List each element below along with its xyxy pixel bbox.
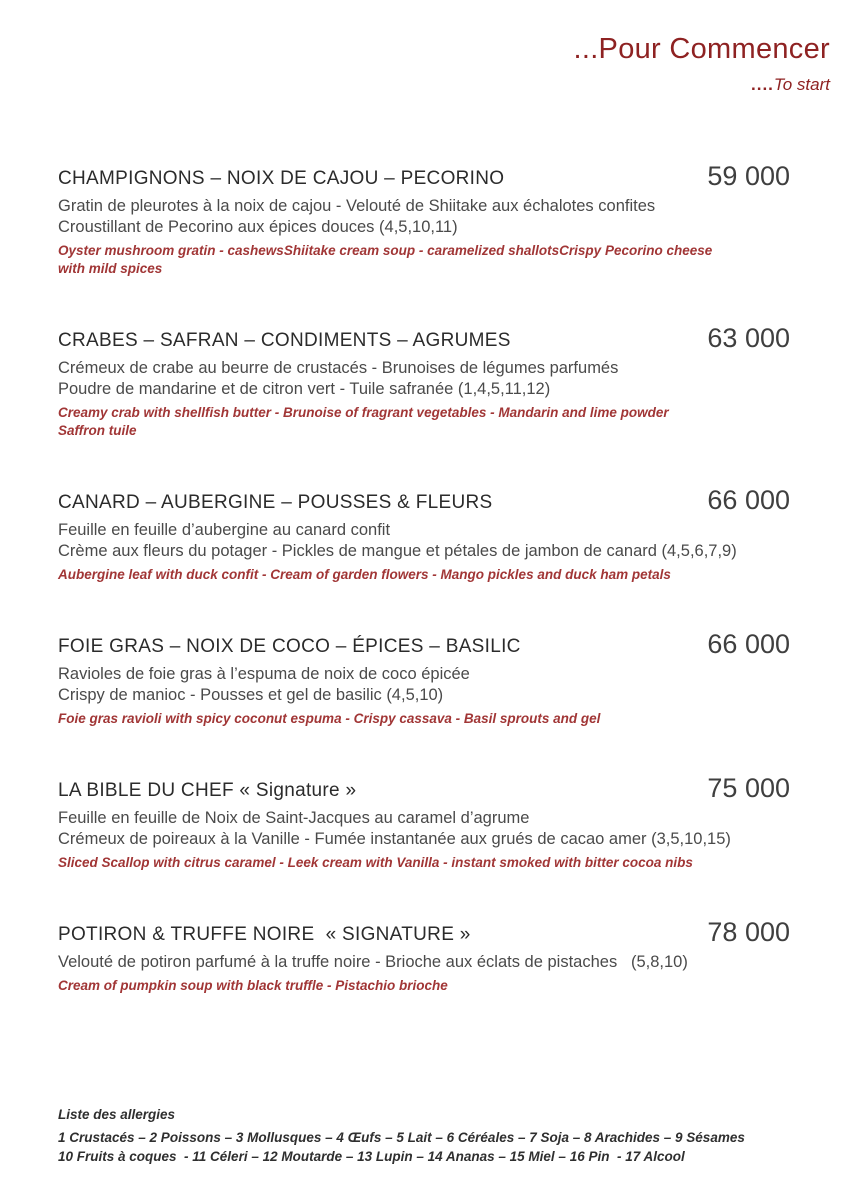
dish-description-fr <box>58 808 790 850</box>
allergy-list <box>0 1107 849 1166</box>
fr-line: Crémeux de crabe au beurre de crustacés - Brunoises de légumes parfumés <box>58 359 619 377</box>
en-line: Foie gras ravioli with spicy coconut espuma - Crispy cassava - Basil sprouts and gel <box>58 711 601 726</box>
item-row <box>58 485 790 517</box>
dish-price: 66 000 <box>707 485 790 515</box>
dish-description-en <box>58 977 790 995</box>
en-line: Sliced Scallop with citrus caramel - Leek cream with Vanilla - instant smoked with bitter cocoa nibs <box>58 855 693 870</box>
dish-description-en <box>58 854 790 872</box>
dish-description-en <box>58 404 790 440</box>
dish-name: LA BIBLE DU CHEF « Signature » <box>58 780 357 801</box>
en-line: Saffron tuile <box>58 423 137 438</box>
menu-item-bible-du-chef <box>58 773 790 872</box>
fr-line: Poudre de mandarine et de citron vert - Tuile safranée (1,4,5,11,12) <box>58 380 551 398</box>
fr-line: Feuille en feuille de Noix de Saint-Jacques au caramel d’agrume <box>58 809 530 827</box>
dish-price: 78 000 <box>707 917 790 947</box>
fr-line: Ravioles de foie gras à l’espuma de noix de coco épicée <box>58 665 470 683</box>
item-row <box>58 323 790 355</box>
dish-description-fr <box>58 664 790 706</box>
dish-name: FOIE GRAS – NOIX DE COCO – ÉPICES – BASILIC <box>58 636 521 657</box>
dish-price: 66 000 <box>707 629 790 659</box>
dish-description-fr <box>58 196 790 238</box>
item-row <box>58 917 790 949</box>
en-line: Creamy crab with shellfish butter - Brunoise of fragrant vegetables - Mandarin and lime powder <box>58 405 669 420</box>
dish-description-fr <box>58 358 790 400</box>
fr-line: Crispy de manioc - Pousses et gel de basilic (4,5,10) <box>58 686 444 704</box>
menu-item-crabes <box>58 323 790 440</box>
item-row <box>58 773 790 805</box>
dish-description-fr <box>58 520 790 562</box>
dish-name: CRABES – SAFRAN – CONDIMENTS – AGRUMES <box>58 330 511 351</box>
fr-line: Crémeux de poireaux à la Vanille - Fumée instantanée aux grués de cacao amer (3,5,10,15) <box>58 830 731 848</box>
fr-line: Velouté de potiron parfumé à la truffe noire - Brioche aux éclats de pistaches (5,8,10) <box>58 953 688 971</box>
fr-line: Crème aux fleurs du potager - Pickles de mangue et pétales de jambon de canard (4,5,6,7,9) <box>58 542 737 560</box>
menu-item-foie-gras <box>58 629 790 728</box>
fr-line: Croustillant de Pecorino aux épices douces (4,5,10,11) <box>58 218 458 236</box>
dish-price: 63 000 <box>707 323 790 353</box>
fr-line: Feuille en feuille d’aubergine au canard confit <box>58 521 391 539</box>
en-line: Oyster mushroom gratin - cashewsShiitake cream soup - caramelized shallotsCrispy Pecorino cheese <box>58 243 713 258</box>
en-line: Cream of pumpkin soup with black truffle - Pistachio brioche <box>58 978 448 993</box>
allergy-list-title: Liste des allergies <box>58 1107 176 1122</box>
en-line: Aubergine leaf with duck confit - Cream of garden flowers - Mango pickles and duck ham petals <box>58 567 671 582</box>
allergy-line-2: 10 Fruits à coques - 11 Céleri – 12 Moutarde – 13 Lupin – 14 Ananas – 15 Miel – 16 Pin - 17 Alcool <box>58 1149 685 1164</box>
page-title: ...Pour Commencer <box>573 33 830 65</box>
dish-description-en <box>58 242 790 278</box>
dish-description-en <box>58 566 790 584</box>
menu-items-list <box>0 95 849 995</box>
dish-price: 75 000 <box>707 773 790 803</box>
menu-item-potiron <box>58 917 790 995</box>
subtitle-dots: .... <box>751 75 774 94</box>
dish-name: POTIRON & TRUFFE NOIRE « SIGNATURE » <box>58 924 471 945</box>
dish-name: CANARD – AUBERGINE – POUSSES & FLEURS <box>58 492 493 513</box>
menu-item-champignons <box>58 161 790 278</box>
page-header <box>0 0 849 95</box>
fr-line: Gratin de pleurotes à la noix de cajou - Velouté de Shiitake aux échalotes confites <box>58 197 656 215</box>
dish-description-en <box>58 710 790 728</box>
dish-price: 59 000 <box>707 161 790 191</box>
dish-description-fr <box>58 952 790 973</box>
item-row <box>58 629 790 661</box>
en-line: with mild spices <box>58 261 163 276</box>
menu-item-canard <box>58 485 790 584</box>
subtitle-text: To start <box>773 75 830 94</box>
item-row <box>58 161 790 193</box>
dish-name: CHAMPIGNONS – NOIX DE CAJOU – PECORINO <box>58 168 505 189</box>
page-subtitle <box>0 75 830 95</box>
allergy-line-1: 1 Crustacés – 2 Poissons – 3 Mollusques – 4 Œufs – 5 Lait – 6 Céréales – 7 Soja – 8 Arachides – 9 Sésames <box>58 1130 745 1145</box>
